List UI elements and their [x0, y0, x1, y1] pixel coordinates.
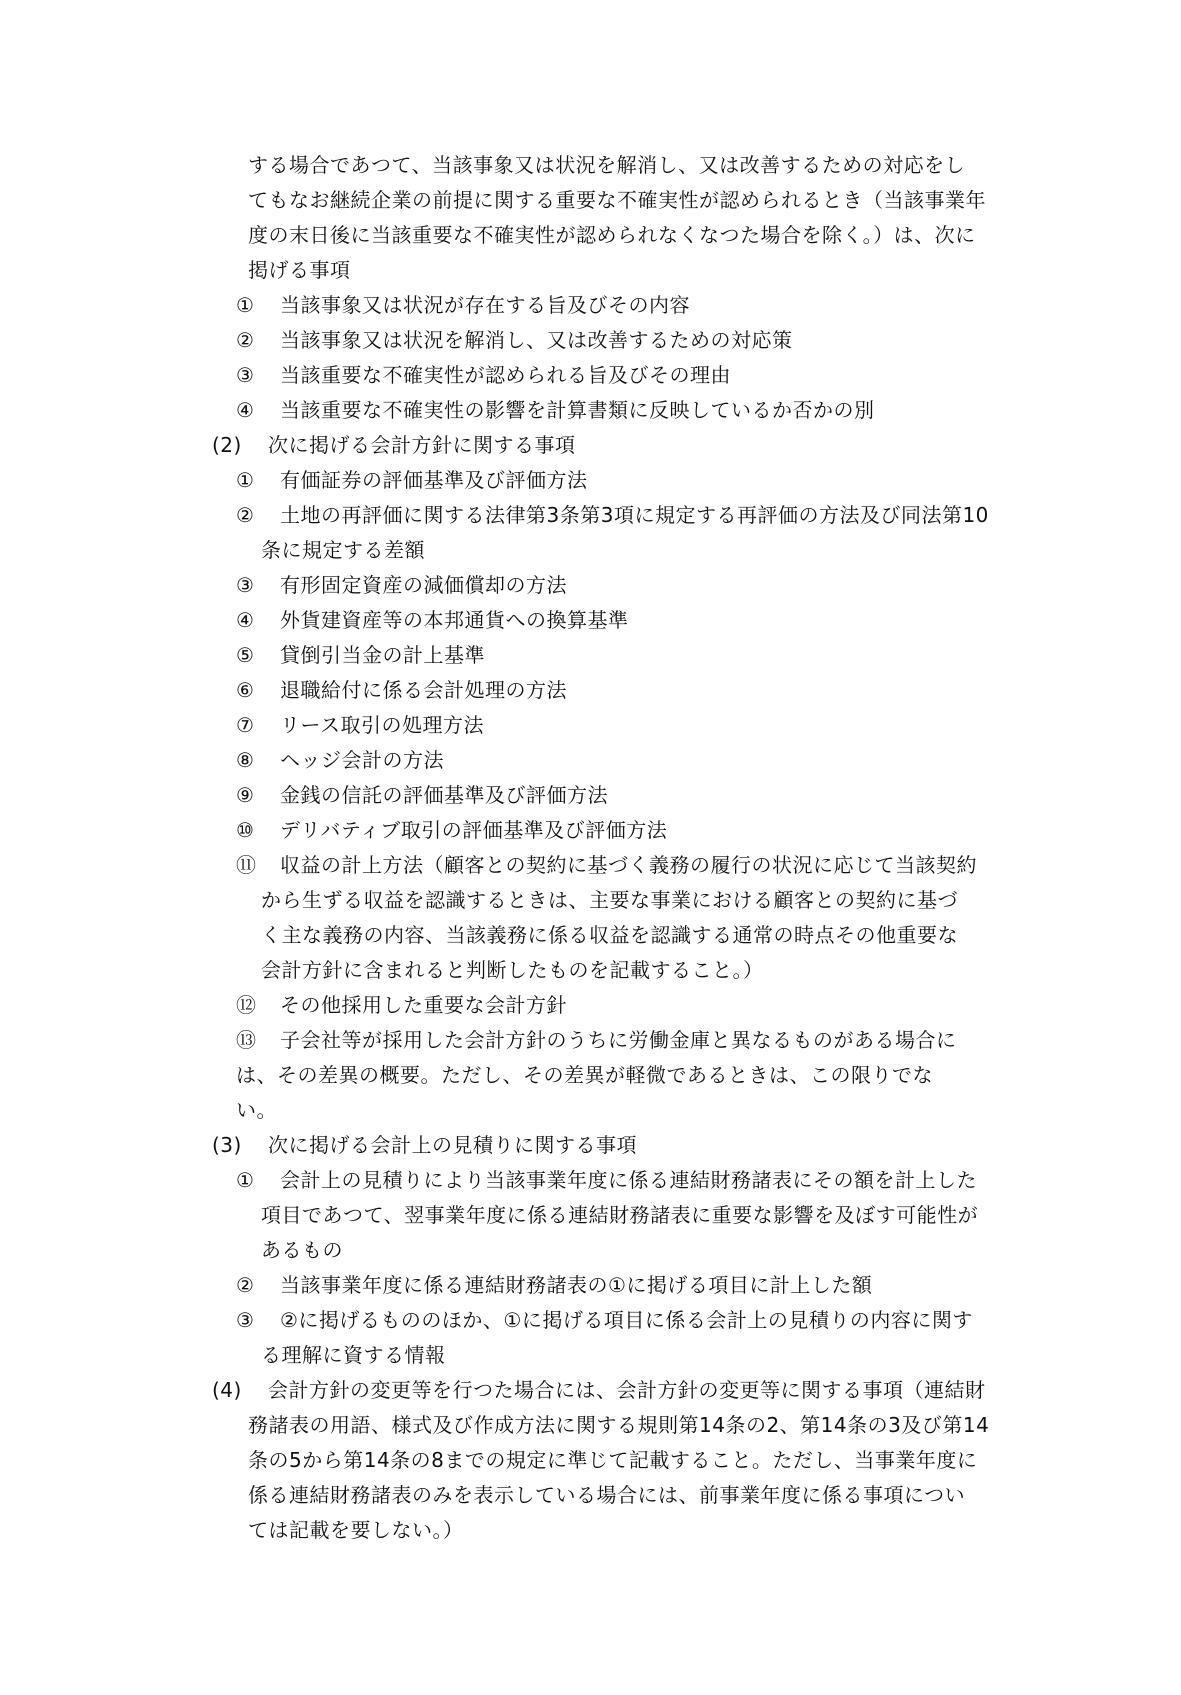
s2-item-13-cont-2: い。	[236, 1098, 277, 1122]
item-mark: ⑨	[236, 783, 255, 807]
item-text: 当該重要な不確実性が認められる旨及びその理由	[280, 363, 731, 387]
item-mark: ⑥	[236, 678, 255, 702]
intro-line-4: 掲げる事項	[248, 258, 351, 282]
item-mark: ⑩	[236, 818, 255, 842]
intro-line-1: する場合であつて、当該事象又は状況を解消し、又は改善するための対応をし	[248, 153, 966, 177]
s2-heading	[212, 430, 576, 460]
item-text: 退職給付に係る会計処理の方法	[280, 678, 567, 702]
s2-item-2-cont: 条に規定する差額	[261, 538, 425, 562]
section-mark: (3)	[212, 1133, 242, 1157]
item-mark: ⑬	[236, 1028, 257, 1052]
item-text: 会計上の見積りにより当該事業年度に係る連結財務諸表にその額を計上した	[280, 1168, 977, 1192]
item-mark: ②	[236, 328, 255, 352]
item-mark: ③	[236, 363, 255, 387]
item-mark: ⑫	[236, 993, 257, 1017]
item-text: ヘッジ会計の方法	[280, 748, 444, 772]
item-mark: ⑤	[236, 643, 255, 667]
item-text: デリバティブ取引の評価基準及び評価方法	[280, 818, 668, 842]
s2-item-4	[236, 605, 629, 635]
s1-item-2	[236, 325, 793, 355]
s2-item-3	[236, 570, 567, 600]
s1-item-1	[236, 290, 690, 320]
item-mark: ④	[236, 608, 255, 632]
s1-item-3	[236, 360, 731, 390]
s2-item-6	[236, 675, 567, 705]
s2-item-10	[236, 815, 667, 845]
section-title: 次に掲げる会計上の見積りに関する事項	[268, 1133, 637, 1157]
item-text: その他採用した重要な会計方針	[280, 993, 567, 1017]
item-mark: ①	[236, 293, 255, 317]
s3-item-1-cont-1: 項目であつて、翌事業年度に係る連結財務諸表に重要な影響を及ぼす可能性が	[261, 1203, 979, 1227]
item-text: 金銭の信託の評価基準及び評価方法	[280, 783, 608, 807]
s4-cont-2: 条の5から第14条の8までの規定に準じて記載すること。ただし、当事業年度に	[248, 1448, 978, 1472]
s3-heading	[212, 1130, 637, 1160]
s2-item-2	[236, 500, 989, 530]
item-mark: ⑧	[236, 748, 255, 772]
item-mark: ⑦	[236, 713, 255, 737]
item-mark: ②	[236, 503, 255, 527]
item-text: 有形固定資産の減価償却の方法	[280, 573, 567, 597]
item-text: 収益の計上方法（顧客との契約に基づく義務の履行の状況に応じて当該契約	[280, 853, 977, 877]
s2-item-5	[236, 640, 485, 670]
s3-item-3	[236, 1305, 973, 1335]
item-text: 当該重要な不確実性の影響を計算書類に反映しているか否かの別	[280, 398, 875, 422]
item-text: 当該事象又は状況が存在する旨及びその内容	[280, 293, 690, 317]
item-mark: ①	[236, 1168, 255, 1192]
item-text: 有価証券の評価基準及び評価方法	[280, 468, 588, 492]
s2-item-8	[236, 745, 444, 775]
s1-item-4	[236, 395, 875, 425]
s2-item-11-cont-1: から生ずる収益を認識するときは、主要な事業における顧客との契約に基づ	[261, 888, 958, 912]
s4-heading	[212, 1375, 986, 1405]
s2-item-11-cont-2: く主な義務の内容、当該義務に係る収益を認識する通常の時点その他重要な	[261, 923, 958, 947]
item-mark: ②	[236, 1273, 255, 1297]
s4-cont-3: 係る連結財務諸表のみを表示している場合には、前事業年度に係る事項につい	[248, 1483, 966, 1507]
s4-cont-1: 務諸表の用語、様式及び作成方法に関する規則第14条の2、第14条の3及び第14	[248, 1413, 990, 1437]
s2-item-7	[236, 710, 484, 740]
item-mark: ①	[236, 468, 255, 492]
item-mark: ⑪	[236, 853, 257, 877]
s2-item-11-cont-3: 会計方針に含まれると判断したものを記載すること。）	[261, 958, 764, 982]
s2-item-13	[236, 1025, 957, 1055]
item-mark: ④	[236, 398, 255, 422]
s3-item-3-cont-1: る理解に資する情報	[261, 1343, 446, 1367]
s3-item-2	[236, 1270, 872, 1300]
item-mark: ③	[236, 1308, 255, 1332]
item-text: 外貨建資産等の本邦通貨への換算基準	[280, 608, 629, 632]
intro-line-3: 度の末日後に当該重要な不確実性が認められなくなつた場合を除く。）は、次に	[248, 223, 976, 247]
s2-item-13-cont-1: は、その差異の概要。ただし、その差異が軽微であるときは、この限りでな	[236, 1063, 933, 1087]
item-text: 当該事業年度に係る連結財務諸表の①に掲げる項目に計上した額	[280, 1273, 873, 1297]
item-text: リース取引の処理方法	[280, 713, 484, 737]
s4-cont-4: ては記載を要しない。）	[248, 1518, 464, 1542]
intro-line-2: てもなお継続企業の前提に関する重要な不確実性が認められるとき（当該事業年	[248, 188, 986, 212]
section-mark: (2)	[212, 433, 242, 457]
item-text: 土地の再評価に関する法律第3条第3項に規定する再評価の方法及び同法第10	[280, 503, 989, 527]
section-mark: (4)	[212, 1378, 242, 1402]
s3-item-1	[236, 1165, 977, 1195]
item-text: 子会社等が採用した会計方針のうちに労働金庫と異なるものがある場合に	[280, 1028, 957, 1052]
section-title: 次に掲げる会計方針に関する事項	[268, 433, 576, 457]
s2-item-11	[236, 850, 977, 880]
s2-item-9	[236, 780, 608, 810]
item-text: ②に掲げるもののほか、①に掲げる項目に係る会計上の見積りの内容に関す	[280, 1308, 973, 1332]
item-text: 当該事象又は状況を解消し、又は改善するための対応策	[280, 328, 793, 352]
s2-item-12	[236, 990, 567, 1020]
item-mark: ③	[236, 573, 255, 597]
s2-item-1	[236, 465, 588, 495]
s3-item-1-cont-2: あるもの	[261, 1238, 343, 1262]
section-text: 会計方針の変更等を行つた場合には、会計方針の変更等に関する事項（連結財	[268, 1378, 986, 1402]
item-text: 貸倒引当金の計上基準	[280, 643, 485, 667]
